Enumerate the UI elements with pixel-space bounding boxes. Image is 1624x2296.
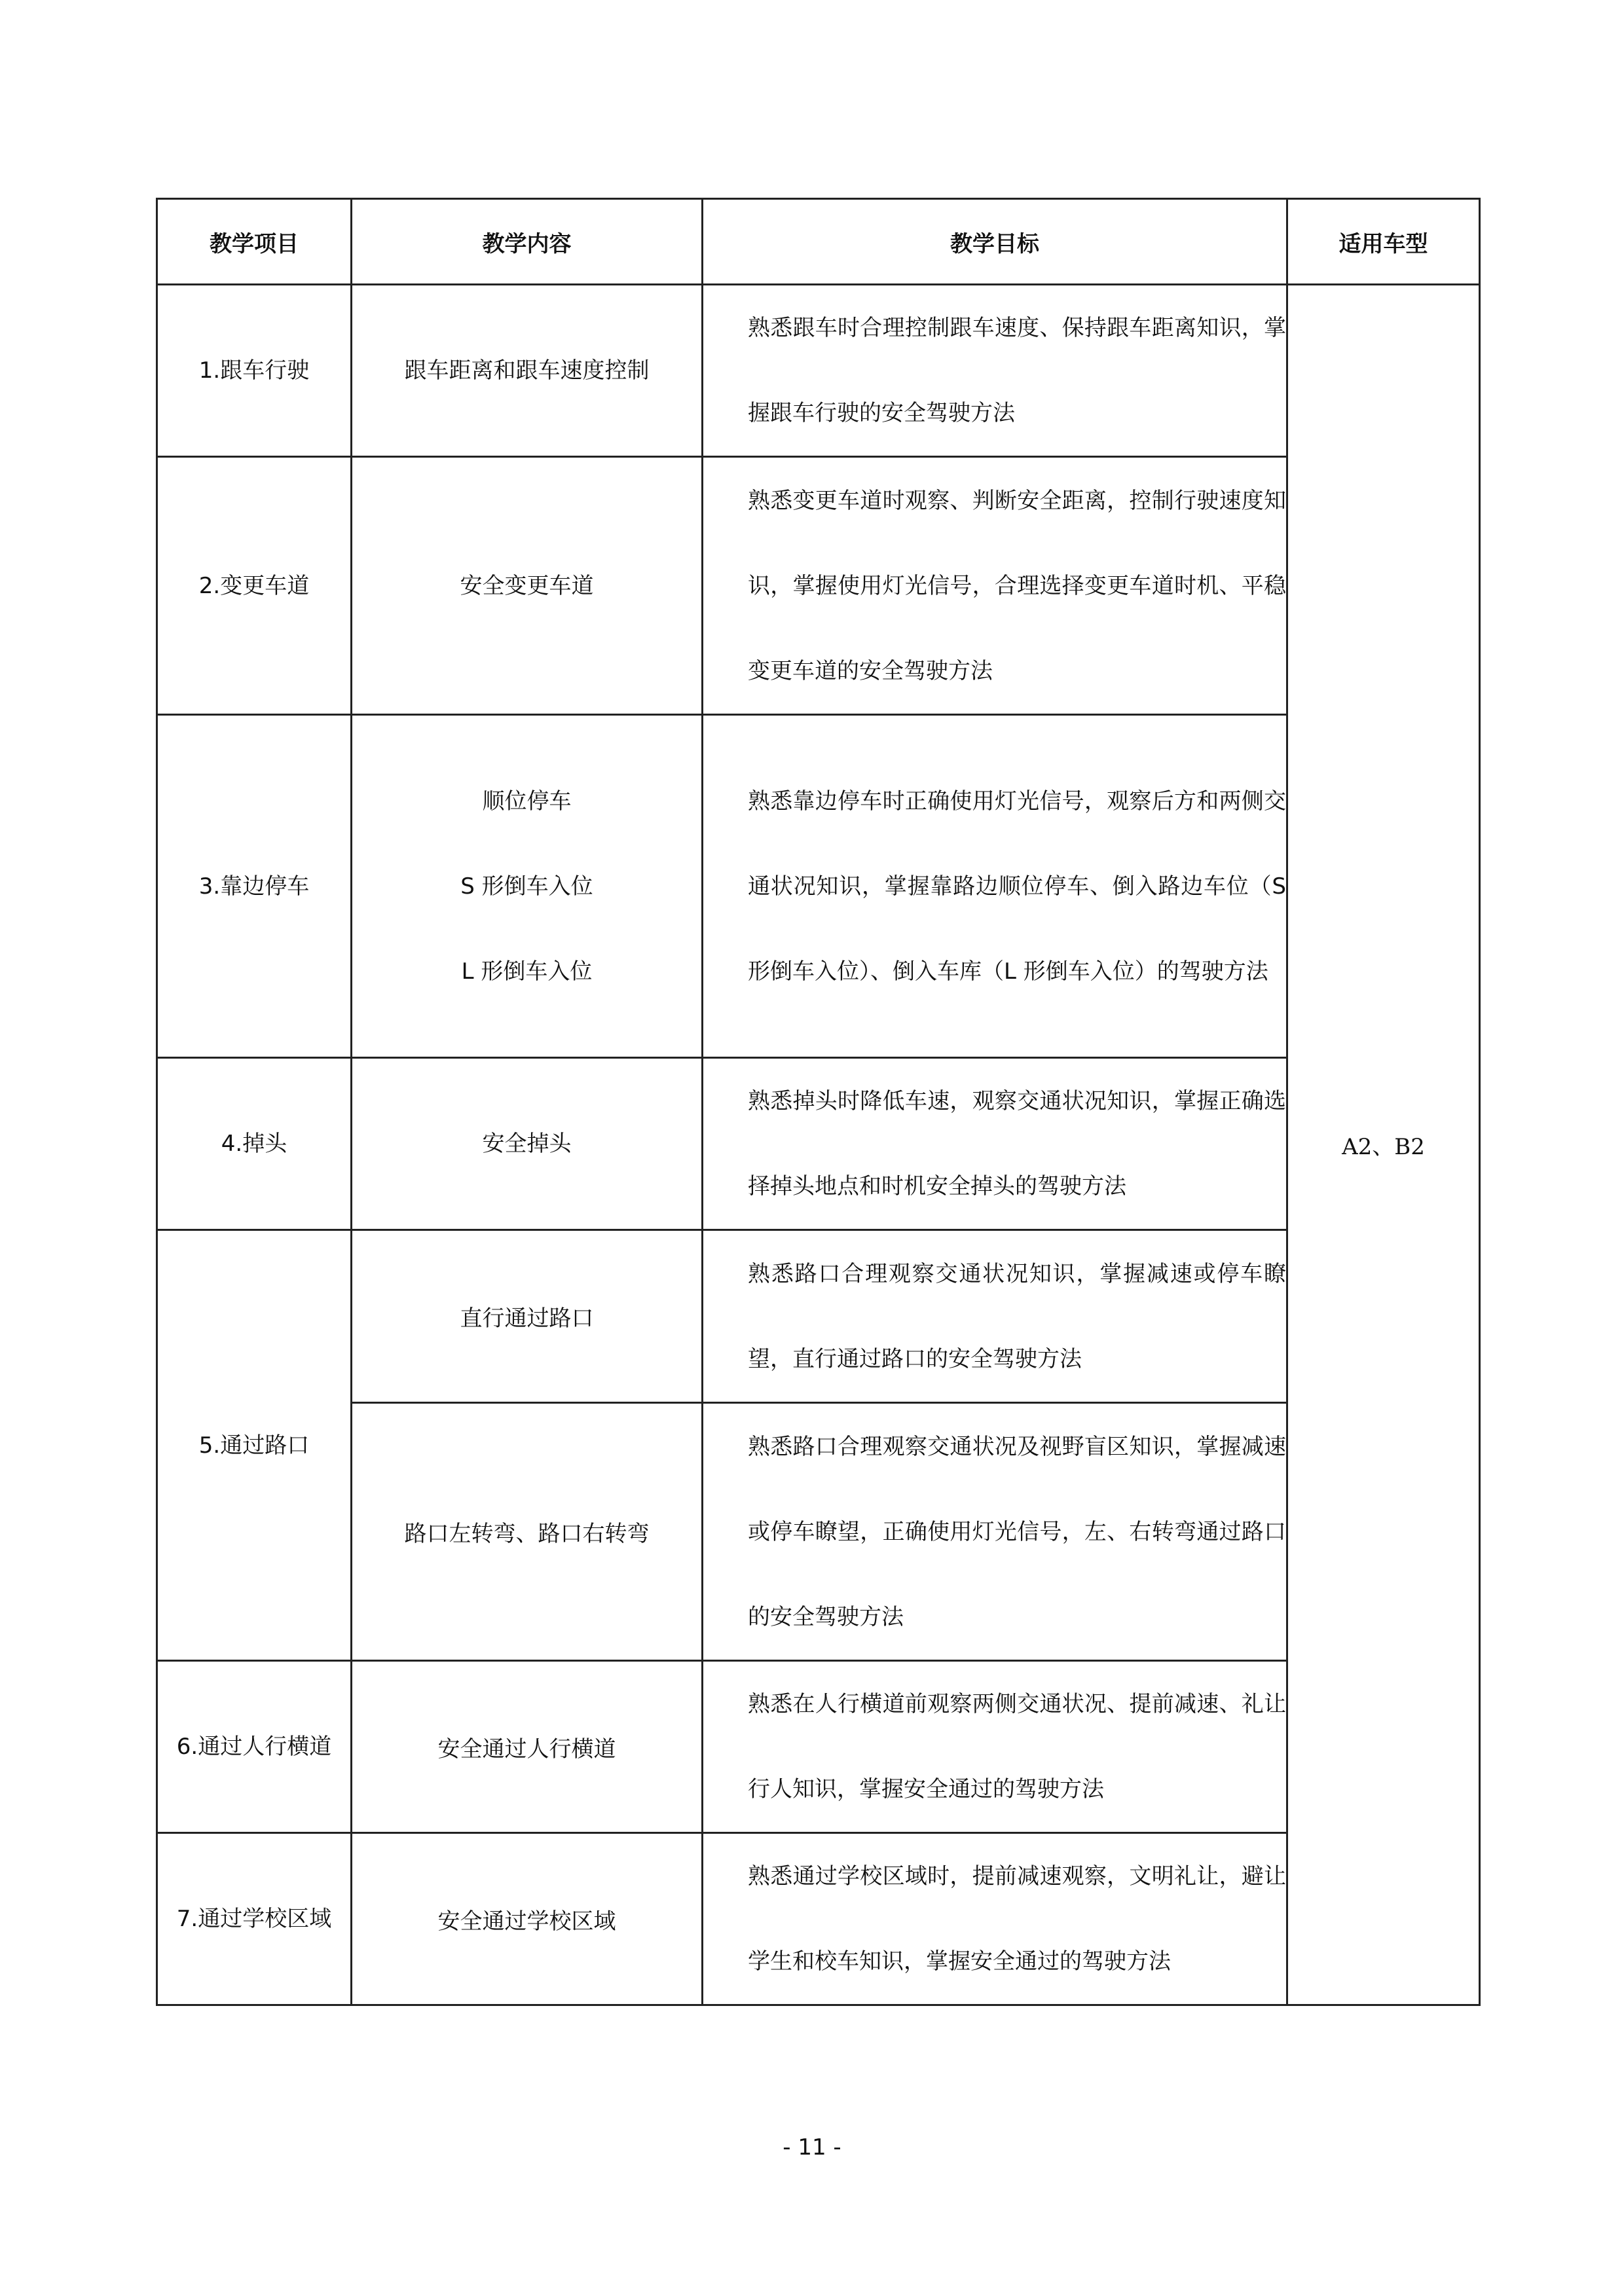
content-cell: 安全通过学校区域 bbox=[352, 1833, 703, 2005]
content-line: 顺位停车 bbox=[482, 788, 572, 814]
table-row bbox=[157, 1230, 1480, 1403]
goal-cell: 熟悉路口合理观察交通状况知识，掌握减速或停车瞭望，直行通过路口的安全驾驶方法 bbox=[703, 1230, 1287, 1403]
table-row bbox=[157, 1058, 1480, 1230]
header-item: 教学项目 bbox=[157, 199, 352, 285]
content-cell bbox=[352, 715, 703, 1058]
header-goal: 教学目标 bbox=[703, 199, 1287, 285]
item-cell: 7.通过学校区域 bbox=[157, 1833, 352, 2005]
item-cell: 3.靠边停车 bbox=[157, 715, 352, 1058]
content-line: S 形倒车入位 bbox=[460, 873, 593, 900]
goal-cell: 熟悉在人行横道前观察两侧交通状况、提前减速、礼让行人知识，掌握安全通过的驾驶方法 bbox=[703, 1661, 1287, 1833]
goal-cell: 熟悉掉头时降低车速，观察交通状况知识，掌握正确选择掉头地点和时机安全掉头的驾驶方法 bbox=[703, 1058, 1287, 1230]
header-content: 教学内容 bbox=[352, 199, 703, 285]
content-cell: 跟车距离和跟车速度控制 bbox=[352, 285, 703, 457]
item-cell: 5.通过路口 bbox=[157, 1230, 352, 1661]
content-cell: 路口左转弯、路口右转弯 bbox=[352, 1403, 703, 1661]
goal-cell: 熟悉靠边停车时正确使用灯光信号，观察后方和两侧交通状况知识，掌握靠路边顺位停车、倒入路边车位（S 形倒车入位）、倒入车库（L 形倒车入位）的驾驶方法 bbox=[703, 715, 1287, 1058]
table-row bbox=[157, 715, 1480, 1058]
content-cell: 安全变更车道 bbox=[352, 457, 703, 715]
goal-cell: 熟悉变更车道时观察、判断安全距离，控制行驶速度知识，掌握使用灯光信号，合理选择变更车道时机、平稳变更车道的安全驾驶方法 bbox=[703, 457, 1287, 715]
content-line: L 形倒车入位 bbox=[461, 958, 593, 985]
table-row bbox=[157, 457, 1480, 715]
item-cell: 2.变更车道 bbox=[157, 457, 352, 715]
table-row bbox=[157, 1403, 1480, 1661]
goal-cell: 熟悉通过学校区域时，提前减速观察，文明礼让，避让学生和校车知识，掌握安全通过的驾驶方法 bbox=[703, 1833, 1287, 2005]
item-cell: 1.跟车行驶 bbox=[157, 285, 352, 457]
table-row bbox=[157, 1833, 1480, 2005]
content-cell: 安全掉头 bbox=[352, 1058, 703, 1230]
header-vehicle: 适用车型 bbox=[1287, 199, 1480, 285]
page-number: - 11 - bbox=[783, 2134, 841, 2160]
item-cell: 6.通过人行横道 bbox=[157, 1661, 352, 1833]
goal-cell: 熟悉跟车时合理控制跟车速度、保持跟车距离知识，掌握跟车行驶的安全驾驶方法 bbox=[703, 285, 1287, 457]
content-cell: 直行通过路口 bbox=[352, 1230, 703, 1403]
table-row bbox=[157, 285, 1480, 457]
header-row bbox=[157, 199, 1480, 285]
table-row bbox=[157, 1661, 1480, 1833]
item-cell: 4.掉头 bbox=[157, 1058, 352, 1230]
goal-cell: 熟悉路口合理观察交通状况及视野盲区知识，掌握减速或停车瞭望，正确使用灯光信号，左、右转弯通过路口的安全驾驶方法 bbox=[703, 1403, 1287, 1661]
teaching-table bbox=[156, 198, 1481, 2006]
vehicle-type-cell: A2、B2 bbox=[1287, 285, 1480, 2005]
content-cell: 安全通过人行横道 bbox=[352, 1661, 703, 1833]
